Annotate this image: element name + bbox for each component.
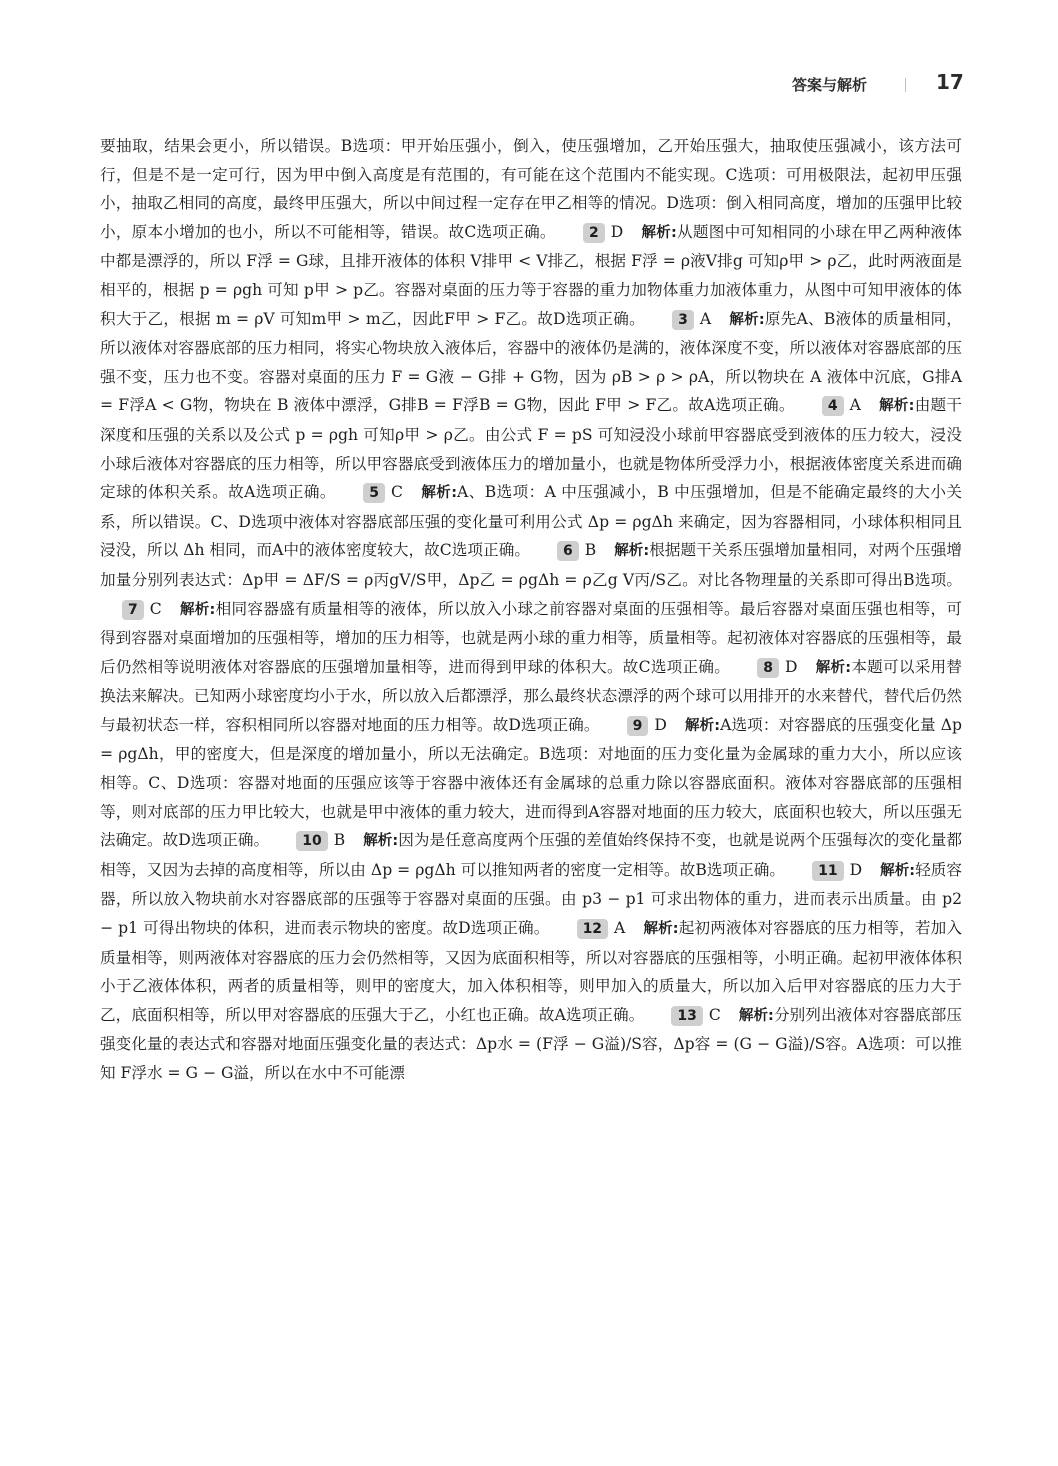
analysis-text: 轻质容器，所以放入物块前水对容器底部的压强等于容器对桌面的压强。由 p3 − p1 可求出物体的重力，进而表示出质量。由 p2 − p1 可得出物块的体积，进而表示物块的密度。故D选项正确。 <box>100 860 962 938</box>
page-header <box>0 70 1058 100</box>
analysis-text: 本题可以采用替换法来解决。已知两小球密度均小于水，所以放入后都漂浮，那么最终状态漂浮的两个球可以用排开的水来替代，替代后仍然与最初状态一样，容积相同所以容器对地面的压力相等。故D选项正确。 <box>100 657 962 734</box>
answer-letter: A <box>699 309 712 328</box>
analysis-label: 解析: <box>878 398 915 415</box>
analysis-label: 解析: <box>738 1007 774 1024</box>
answer-letter: D <box>849 860 863 879</box>
analysis-text: 因为是任意高度两个压强的差值始终保持不变，也就是说两个压强每次的变化量都相等，又因为去掉的高度相等，所以由 Δp = ρgΔh 可以推知两者的密度一定相等。故B选项正确。 <box>100 831 962 879</box>
answer-letter: C <box>149 599 162 618</box>
question-number-badge: 6 <box>557 541 579 561</box>
analysis-label: 解析: <box>880 862 916 879</box>
analysis-label: 解析: <box>179 601 216 618</box>
question-number-badge: 7 <box>122 600 144 620</box>
intro-text: 要抽取，结果会更小，所以错误。B选项：甲开始压强小，倒入，使压强增加，乙开始压强大，抽取使压强减小，该方法可行，但是不是一定可行，因为甲中倒入高度是有范围的，有可能在这个范围内不能实现。C选项：可用极限法，起初甲压强小，抽取乙相同的高度，最终甲压强大，所以中间过程一定存在甲乙相等的情况。D选项：倒入相同高度，增加的压强甲比较小，原本小增加的也小，所以不可能相等，错误。故C选项正确。 <box>100 137 962 241</box>
analysis-text: 根据题干关系压强增加量相同，对两个压强增加量分别列表达式：Δp甲 = ΔF/S = ρ丙gV/S甲，Δp乙 = ρgΔh = ρ乙g V丙/S乙。对比各物理量的关系即可得出B选项。 <box>100 541 962 589</box>
answer-letter: C <box>391 483 403 502</box>
answer-letter: A <box>614 919 626 938</box>
answer-letter: D <box>654 715 667 734</box>
analysis-label: 解析: <box>643 921 679 938</box>
analysis-label: 解析: <box>420 485 458 502</box>
analysis-text: A、B选项：A 中压强减小，B 中压强增加，但是不能确定最终的大小关系，所以错误。C、D选项中液体对容器底部压强的变化量可利用公式 Δp = ρgΔh 来确定，因为容器相同，小球体积相同且浸没，所以 Δh 相同，而A中的液体密度较大，故C选项正确。 <box>100 483 962 560</box>
answer-item-9 <box>100 716 962 849</box>
analysis-text: 分别列出液体对容器底部压强变化量的表达式和容器对地面压强变化量的表达式：Δp水 = (F浮 − G溢)/S容，Δp容 = (G − G溢)/S容。A选项：可以推知 F浮水 = G − G溢，所以在水中不可能漂 <box>100 1005 962 1082</box>
analysis-text: A选项：对容器底的压强变化量 Δp = ρgΔh，甲的密度大，但是深度的增加量小，所以无法确定。B选项：对地面的压力变化量为金属球的重力大小，所以应该相等。C、D选项：容器对地面的压强应该等于容器中液体还有金属球的总重力除以容器底面积。液体对容器底部的压强相等，则对底部的压力甲比较大，也就是甲中液体的重力较大，进而得到A容器对地面的压力较大，底面积也较大，所以压强无法确定。故D选项正确。 <box>100 715 962 850</box>
analysis-label: 解析: <box>614 543 650 560</box>
analysis-text: 相同容器盛有质量相等的液体，所以放入小球之前容器对桌面的压强相等。最后容器对桌面压强也相等，可得到容器对桌面增加的压强相等，增加的压力相等，也就是两小球的重力相等，质量相等。起初液体对容器底的压强相等，最后仍然相等说明液体对容器底的压强增加量相等，进而得到甲球的体积大。故C选项正确。 <box>100 599 962 676</box>
answer-body <box>100 132 962 1088</box>
analysis-label: 解析: <box>729 311 765 328</box>
answer-letter: B <box>584 541 597 560</box>
answer-letter: D <box>610 222 624 241</box>
question-number-badge: 9 <box>627 716 649 736</box>
question-number-badge: 12 <box>577 919 608 939</box>
page-number: 17 <box>936 70 964 94</box>
question-number-badge: 8 <box>757 658 779 678</box>
analysis-label: 解析: <box>641 224 677 241</box>
analysis-text: 从题图中可知相同的小球在甲乙两种液体中都是漂浮的，所以 F浮 = G球，且排开液体的体积 V排甲 < V排乙，根据 F浮 = ρ液V排g 可知ρ甲 > ρ乙，此时两液面是相平的，根据 p = ρgh 可知 p甲 > p乙。容器对桌面的压力等于容器的重力加物体重力加液体重力，从图中可知甲液体的体积大于乙，根据 m = ρV 可知m甲 > m乙，因此F甲 > F乙。故D选项正确。 <box>100 222 962 328</box>
analysis-text: 起初两液体对容器底的压力相等，若加入质量相等，则两液体对容器底的压力会仍然相等，又因为底面积相等，所以对容器底的压强相等，小明正确。起初甲液体体积小于乙液体体积，两者的质量相等，则甲的密度大，加入体积相等，则甲加入的质量大，所以加入后甲对容器底的压力大于乙，底面积相等，所以甲对容器底的压强大于乙，小红也正确。故A选项正确。 <box>100 919 962 1024</box>
question-number-badge: 2 <box>583 223 605 243</box>
question-number-badge: 4 <box>822 396 844 416</box>
question-number-badge: 13 <box>671 1006 702 1026</box>
question-number-badge: 3 <box>672 310 694 330</box>
analysis-text: 由题干深度和压强的关系以及公式 p = ρgh 可知ρ甲 > ρ乙。由公式 F = pS 可知浸没小球前甲容器底受到液体的压力较大，浸没小球后液体对容器底的压力相等，所以甲容器底受到液体压力的增加量小，也就是物体所受浮力小，根据液体密度关系进而确定球的体积关系。故A选项正确。 <box>100 396 962 502</box>
answer-letter: A <box>849 396 861 415</box>
analysis-label: 解析: <box>815 659 852 676</box>
section-title: 答案与解析 <box>792 76 868 94</box>
answer-letter: C <box>708 1005 721 1024</box>
answer-letter: D <box>785 657 798 676</box>
analysis-label: 解析: <box>363 833 399 850</box>
answer-letter: B <box>333 831 346 850</box>
answer-paragraph <box>100 132 962 1088</box>
analysis-label: 解析: <box>684 717 721 734</box>
question-number-badge: 10 <box>296 831 327 851</box>
question-number-badge: 11 <box>812 861 843 881</box>
header-divider <box>905 78 906 92</box>
question-number-badge: 5 <box>363 483 385 503</box>
analysis-text: 原先A、B液体的质量相同，所以液体对容器底部的压力相同，将实心物块放入液体后，容器中的液体仍是满的，液体深度不变，所以液体对容器底部的压强不变，压力也不变。容器对桌面的压力 F = G液 − G排 + G物，因为 ρB > ρ > ρA，所以物块在 A 液体中沉底，G排A = F浮A < G物，物块在 B 液体中漂浮，G排B = F浮B = G物，因此 F甲 > F乙。故A选项正确。 <box>100 309 962 415</box>
